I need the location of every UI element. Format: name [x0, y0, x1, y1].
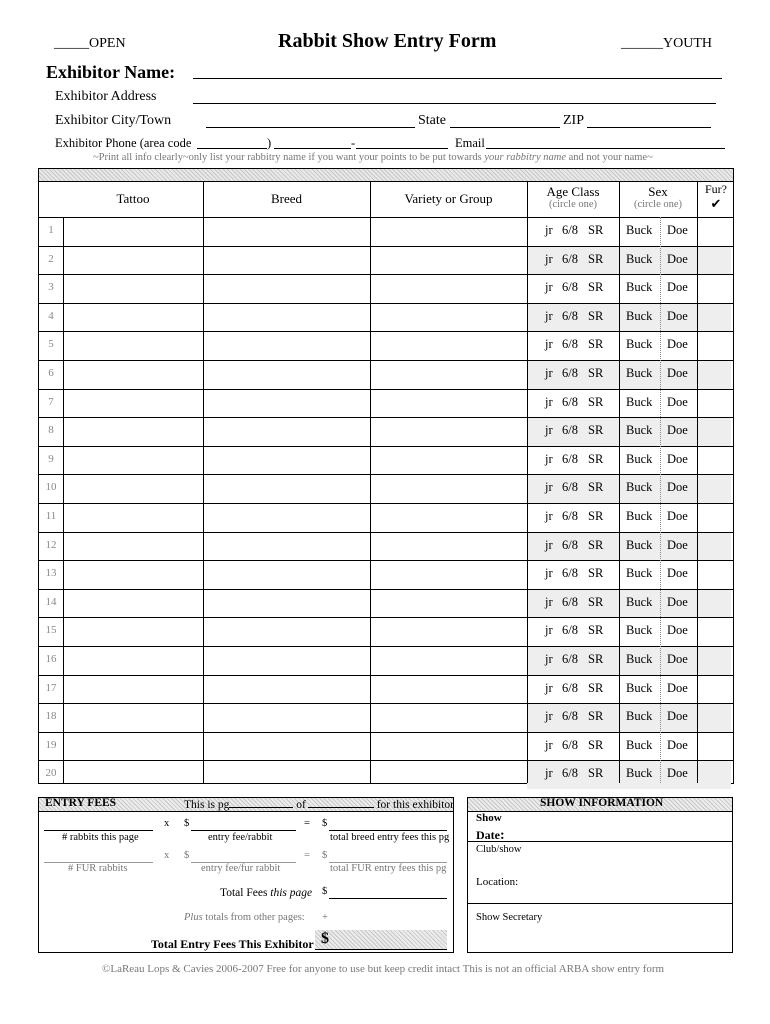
sex-option[interactable]: Doe [667, 480, 688, 495]
column-divider [527, 181, 528, 783]
age-class-option[interactable]: SR [588, 709, 604, 724]
age-class-option[interactable]: jr [545, 366, 553, 380]
row-number: 10 [45, 481, 57, 494]
column-divider [619, 181, 620, 783]
age-class-option[interactable]: SR [588, 537, 604, 552]
sex-option[interactable]: Buck [626, 366, 653, 380]
age-class-option[interactable]: 6/8 [562, 623, 578, 638]
fur-cell[interactable] [697, 503, 733, 532]
sex-option[interactable]: Doe [667, 337, 688, 352]
age-class-option[interactable]: 6/8 [562, 223, 578, 237]
entry-fee-field[interactable] [191, 820, 296, 831]
header-age-hint: (circle one) [548, 199, 598, 210]
tattoo-cell[interactable] [63, 703, 203, 732]
sex-divider [660, 217, 661, 783]
breed-cell[interactable] [203, 732, 370, 761]
variety-cell[interactable] [370, 589, 527, 618]
age-class-option[interactable]: 6/8 [562, 594, 578, 609]
sex-option[interactable]: Doe [667, 623, 688, 638]
entry-fees-title: ENTRY FEES [45, 797, 117, 809]
exhibitor-name-label: Exhibitor Name: [46, 62, 176, 82]
page-number-field[interactable] [229, 797, 293, 808]
sex-option[interactable]: Doe [667, 451, 688, 466]
age-class-option[interactable]: 6/8 [562, 394, 578, 409]
breed-cell[interactable] [203, 389, 370, 418]
sex-option[interactable]: Buck [626, 652, 653, 666]
age-class-option[interactable]: 6/8 [562, 366, 578, 380]
sex-option[interactable]: Buck [626, 223, 653, 237]
sex-option[interactable]: Doe [667, 566, 688, 581]
date-label [476, 828, 505, 844]
fur-rabbits-label: # FUR rabbits [68, 863, 128, 874]
sex-option[interactable]: Buck [626, 566, 653, 581]
age-class-option[interactable]: 6/8 [562, 766, 578, 781]
header-age-class: Age Class [546, 184, 600, 199]
variety-cell[interactable] [370, 760, 527, 789]
sex-option[interactable]: Buck [626, 766, 653, 781]
age-class-option[interactable]: jr [545, 423, 553, 438]
sex-option[interactable]: Doe [667, 709, 688, 724]
sex-option[interactable]: Buck [626, 680, 653, 695]
breed-cell[interactable] [203, 417, 370, 446]
row-number: 5 [48, 338, 54, 351]
dollar-sign-5: $ [322, 886, 328, 897]
age-class-option[interactable]: jr [545, 480, 553, 495]
header-fur: Fur? [705, 182, 727, 196]
fur-cell[interactable] [697, 675, 733, 704]
dollar-sign-2: $ [322, 818, 328, 829]
row-number: 18 [45, 710, 57, 723]
dollar-sign: $ [184, 818, 190, 829]
age-class-option[interactable]: jr [545, 566, 553, 581]
state-field[interactable] [450, 112, 560, 128]
fur-cell[interactable] [697, 217, 733, 246]
instructions-note [93, 152, 653, 163]
age-class-option[interactable]: SR [588, 280, 604, 295]
age-class-option[interactable]: SR [588, 623, 604, 638]
other-pages-label [184, 912, 305, 923]
row-number: 11 [45, 510, 57, 522]
sex-option[interactable]: Doe [667, 680, 688, 695]
variety-cell[interactable] [370, 703, 527, 732]
age-class-option[interactable]: 6/8 [562, 308, 578, 323]
age-class-option[interactable]: 6/8 [562, 680, 578, 695]
of-label: of [296, 799, 306, 811]
fur-cell[interactable] [697, 560, 733, 589]
fur-cell[interactable] [697, 417, 733, 446]
sex-option[interactable]: Doe [667, 366, 688, 380]
fur-cell[interactable] [697, 474, 733, 503]
total-fees-italic: this page [270, 887, 313, 899]
show-divider-2 [468, 903, 732, 904]
show-info-title: SHOW INFORMATION [540, 797, 664, 809]
tattoo-cell[interactable] [63, 417, 203, 446]
zip-field[interactable] [587, 112, 711, 128]
age-class-option[interactable]: jr [545, 308, 553, 323]
note-italic: your rabbitry name [484, 152, 567, 163]
row-number: 13 [45, 567, 57, 580]
age-class-option[interactable]: 6/8 [562, 480, 578, 495]
age-class-option[interactable]: jr [545, 537, 553, 552]
age-class-option[interactable]: SR [588, 423, 604, 438]
fur-fee-field[interactable] [191, 852, 296, 863]
fur-cell[interactable] [697, 760, 733, 789]
age-class-option[interactable]: 6/8 [562, 566, 578, 581]
variety-cell[interactable] [370, 274, 527, 303]
age-class-option[interactable]: SR [588, 680, 604, 695]
open-blank: _____ [54, 36, 89, 51]
tattoo-cell[interactable] [63, 532, 203, 561]
row-number: 12 [45, 538, 57, 551]
sex-option[interactable]: Buck [626, 394, 653, 409]
age-class-option[interactable]: 6/8 [562, 537, 578, 552]
age-class-option[interactable]: SR [588, 594, 604, 609]
exhibitor-address-label: Exhibitor Address [55, 89, 157, 104]
row-number: 6 [48, 367, 54, 379]
sex-option[interactable]: Buck [626, 251, 653, 266]
header-variety: Variety or Group [404, 191, 493, 206]
sex-option[interactable]: Doe [667, 766, 688, 781]
row-number: 4 [48, 309, 54, 322]
breed-cell[interactable] [203, 760, 370, 789]
show-divider-1 [468, 841, 732, 842]
fur-cell[interactable] [697, 389, 733, 418]
phone-prefix-field[interactable] [274, 136, 351, 149]
variety-cell[interactable] [370, 617, 527, 646]
fur-cell[interactable] [697, 246, 733, 275]
age-class-option[interactable]: SR [588, 737, 604, 752]
variety-cell[interactable] [370, 217, 527, 246]
tattoo-cell[interactable] [63, 589, 203, 618]
variety-cell[interactable] [370, 532, 527, 561]
variety-cell[interactable] [370, 360, 527, 389]
rabbits-count-field[interactable] [44, 820, 153, 831]
fur-cell[interactable] [697, 532, 733, 561]
breed-cell[interactable] [203, 532, 370, 561]
row-number: 15 [45, 624, 57, 637]
sex-option[interactable]: Buck [626, 423, 653, 438]
age-class-option[interactable]: SR [588, 509, 604, 523]
total-entry-label: Total Entry Fees This Exhibitor [151, 937, 314, 951]
age-class-option[interactable]: SR [588, 652, 604, 666]
age-class-option[interactable]: jr [545, 223, 553, 237]
breed-cell[interactable] [203, 474, 370, 503]
age-class-option[interactable]: jr [545, 737, 553, 752]
header-breed: Breed [270, 191, 303, 206]
youth-option[interactable] [621, 36, 712, 52]
header-sex-hint: (circle one) [633, 199, 683, 210]
variety-cell[interactable] [370, 389, 527, 418]
age-class-option[interactable]: SR [588, 308, 604, 323]
sex-option[interactable]: Buck [626, 451, 653, 466]
row-number: 7 [48, 395, 54, 408]
age-class-option[interactable]: jr [545, 594, 553, 609]
age-class-option[interactable]: SR [588, 766, 604, 781]
exhibitor-address-field[interactable] [193, 88, 716, 104]
fur-cell[interactable] [697, 732, 733, 761]
row-number: 17 [45, 681, 57, 694]
location-label: Location: [476, 876, 519, 888]
variety-cell[interactable] [370, 246, 527, 275]
sex-option[interactable]: Buck [626, 337, 653, 352]
variety-cell[interactable] [370, 503, 527, 532]
sex-option[interactable]: Doe [667, 423, 688, 438]
variety-cell[interactable] [370, 331, 527, 360]
age-class-option[interactable]: SR [588, 566, 604, 581]
entry-table [38, 168, 734, 784]
age-class-option[interactable]: 6/8 [562, 251, 578, 266]
open-label: OPEN [89, 36, 126, 51]
variety-cell[interactable] [370, 417, 527, 446]
tattoo-cell[interactable] [63, 217, 203, 246]
entry-fee-fur-label: entry fee/fur rabbit [201, 863, 281, 874]
email-label: Email [455, 136, 485, 150]
variety-cell[interactable] [370, 732, 527, 761]
age-class-option[interactable]: jr [545, 623, 553, 638]
row-number: 8 [48, 424, 54, 437]
total-fees-field[interactable] [329, 888, 447, 899]
row-number: 19 [45, 738, 57, 751]
footer-copyright: ©LaReau Lops & Cavies 2006-2007 Free for anyone to use but keep credit intact This is not an official ARBA show entry form [102, 963, 665, 975]
fur-cell[interactable] [697, 703, 733, 732]
tattoo-cell[interactable] [63, 274, 203, 303]
breed-total-field[interactable] [329, 820, 447, 831]
sex-option[interactable]: Buck [626, 480, 653, 495]
sex-option[interactable]: Buck [626, 594, 653, 609]
fur-cell[interactable] [697, 446, 733, 475]
breed-cell[interactable] [203, 675, 370, 704]
sex-option[interactable]: Buck [626, 308, 653, 323]
row-number: 1 [48, 224, 54, 236]
breed-cell[interactable] [203, 217, 370, 246]
tattoo-cell[interactable] [63, 446, 203, 475]
row-number: 14 [45, 595, 57, 608]
variety-cell[interactable] [370, 646, 527, 675]
note-post: and not your name~ [566, 152, 653, 163]
sex-option[interactable]: Doe [667, 737, 688, 752]
sex-option[interactable]: Doe [667, 223, 688, 237]
table-top-band [39, 169, 733, 182]
email-field[interactable] [486, 136, 725, 149]
note-pre: ~Print all info clearly~only list your rabbitry name if you want your points to be put towards [93, 152, 485, 163]
tattoo-cell[interactable] [63, 560, 203, 589]
club-show-label: Club/show [476, 844, 522, 855]
sex-option[interactable]: Doe [667, 509, 688, 523]
age-class-option[interactable]: SR [588, 223, 604, 237]
tattoo-cell[interactable] [63, 675, 203, 704]
equals-sign: = [304, 818, 310, 829]
equals-sign-2: = [304, 850, 310, 861]
open-option[interactable] [54, 36, 126, 52]
age-class-option[interactable]: SR [588, 337, 604, 352]
dollar-sign-3: $ [184, 850, 190, 861]
tattoo-cell[interactable] [63, 760, 203, 789]
grand-total-field[interactable] [315, 930, 447, 950]
sex-option[interactable]: Doe [667, 280, 688, 295]
age-class-option[interactable]: SR [588, 394, 604, 409]
breed-cell[interactable] [203, 303, 370, 332]
variety-cell[interactable] [370, 560, 527, 589]
breed-cell[interactable] [203, 646, 370, 675]
age-class-option[interactable]: SR [588, 366, 604, 380]
tattoo-cell[interactable] [63, 331, 203, 360]
breed-cell[interactable] [203, 560, 370, 589]
dollar-sign-4: $ [322, 850, 328, 861]
age-class-option[interactable]: 6/8 [562, 509, 578, 523]
plus-sign: + [322, 912, 328, 923]
exhibitor-city-label: Exhibitor City/Town [55, 113, 172, 128]
tattoo-cell[interactable] [63, 389, 203, 418]
fur-cell[interactable] [697, 303, 733, 332]
age-class-option[interactable]: jr [545, 709, 553, 724]
sex-option[interactable]: Buck [626, 537, 653, 552]
date-text: Date [476, 828, 500, 842]
age-class-option[interactable]: 6/8 [562, 709, 578, 724]
age-class-option[interactable]: jr [545, 652, 553, 666]
age-class-option[interactable]: 6/8 [562, 337, 578, 352]
age-class-option[interactable]: jr [545, 394, 553, 409]
breed-cell[interactable] [203, 360, 370, 389]
sex-option[interactable]: Buck [626, 623, 653, 638]
sex-option[interactable]: Doe [667, 537, 688, 552]
sex-option[interactable]: Buck [626, 509, 653, 523]
x-sign-2: x [164, 850, 170, 861]
age-class-option[interactable]: jr [545, 280, 553, 295]
tattoo-cell[interactable] [63, 246, 203, 275]
phone-line-field[interactable] [356, 136, 448, 149]
row-number: 20 [45, 767, 57, 780]
fur-cell[interactable] [697, 617, 733, 646]
totals-other-text: totals from other pages: [202, 912, 305, 923]
age-class-option[interactable]: 6/8 [562, 737, 578, 752]
age-class-option[interactable]: 6/8 [562, 451, 578, 466]
breed-cell[interactable] [203, 331, 370, 360]
phone-label: Exhibitor Phone (area code [55, 136, 192, 150]
big-dollar-sign: $ [321, 930, 329, 947]
age-class-option[interactable]: SR [588, 480, 604, 495]
row-number: 2 [48, 252, 54, 265]
show-info-box [467, 797, 733, 953]
exhibitor-city-field[interactable] [206, 112, 415, 128]
total-breed-label: total breed entry fees this pg [330, 832, 450, 843]
variety-cell[interactable] [370, 474, 527, 503]
column-divider [63, 217, 64, 783]
total-fees-text: Total Fees [220, 887, 271, 899]
column-divider [697, 181, 698, 783]
sex-option[interactable]: Buck [626, 709, 653, 724]
breed-cell[interactable] [203, 617, 370, 646]
fur-check-icon: ✔ [710, 196, 722, 211]
fur-count-field[interactable] [44, 852, 153, 863]
exhibitor-name-field[interactable] [193, 62, 722, 79]
youth-blank: ______ [621, 36, 663, 51]
breed-cell[interactable] [203, 703, 370, 732]
age-class-option[interactable]: jr [545, 509, 553, 523]
age-class-option[interactable]: jr [545, 680, 553, 695]
breed-cell[interactable] [203, 274, 370, 303]
column-divider [370, 181, 371, 783]
age-class-option[interactable]: SR [588, 451, 604, 466]
row-number: 9 [48, 452, 54, 465]
age-class-option[interactable]: jr [545, 451, 553, 466]
fur-cell[interactable] [697, 360, 733, 389]
page-total-field[interactable] [308, 797, 374, 808]
tattoo-cell[interactable] [63, 732, 203, 761]
variety-cell[interactable] [370, 303, 527, 332]
phone-close-paren: ) [267, 136, 272, 150]
age-class-option[interactable]: SR [588, 251, 604, 266]
this-is-pg: This is pg [184, 799, 230, 811]
sex-option[interactable]: Doe [667, 308, 688, 323]
rabbits-this-page-label: # rabbits this page [62, 832, 139, 843]
age-class-option[interactable]: jr [545, 251, 553, 266]
age-class-option[interactable]: jr [545, 766, 553, 781]
age-class-option[interactable]: 6/8 [562, 423, 578, 438]
column-divider [203, 181, 204, 783]
fur-cell[interactable] [697, 331, 733, 360]
sex-option[interactable]: Doe [667, 652, 688, 666]
tattoo-cell[interactable] [63, 503, 203, 532]
row-number: 16 [45, 653, 57, 665]
sex-option[interactable]: Doe [667, 394, 688, 409]
sex-option[interactable]: Doe [667, 594, 688, 609]
breed-cell[interactable] [203, 446, 370, 475]
age-class-option[interactable]: jr [545, 337, 553, 352]
sex-option[interactable]: Buck [626, 280, 653, 295]
x-sign: x [164, 818, 170, 829]
state-label: State [418, 113, 446, 128]
page-count [184, 797, 454, 811]
tattoo-cell[interactable] [63, 646, 203, 675]
variety-cell[interactable] [370, 446, 527, 475]
fur-total-field[interactable] [329, 852, 447, 863]
date-colon: : [500, 828, 505, 843]
fur-cell[interactable] [697, 589, 733, 618]
youth-label: YOUTH [663, 36, 712, 51]
header-sex: Sex [648, 184, 668, 199]
phone-area-field[interactable] [197, 136, 267, 149]
entry-fee-rabbit-label: entry fee/rabbit [208, 832, 273, 843]
tattoo-cell[interactable] [63, 303, 203, 332]
tattoo-cell[interactable] [63, 360, 203, 389]
breed-cell[interactable] [203, 589, 370, 618]
breed-cell[interactable] [203, 503, 370, 532]
age-class-option[interactable]: 6/8 [562, 652, 578, 666]
header-tattoo: Tattoo [116, 191, 150, 206]
tattoo-cell[interactable] [63, 474, 203, 503]
plus-word: Plus [184, 912, 203, 923]
show-label: Show [476, 812, 502, 824]
age-class-option[interactable]: 6/8 [562, 280, 578, 295]
fur-cell[interactable] [697, 646, 733, 675]
sex-option[interactable]: Doe [667, 251, 688, 266]
breed-cell[interactable] [203, 246, 370, 275]
phone-dash: - [351, 136, 356, 150]
row-number: 3 [48, 281, 54, 294]
show-secretary-label: Show Secretary [476, 912, 543, 923]
for-exhibitor: for this exhibitor [376, 799, 455, 811]
page-title: Rabbit Show Entry Form [278, 30, 497, 52]
sex-option[interactable]: Buck [626, 737, 653, 752]
fur-cell[interactable] [697, 274, 733, 303]
total-fees-label [220, 887, 312, 899]
variety-cell[interactable] [370, 675, 527, 704]
zip-label: ZIP [563, 113, 584, 128]
tattoo-cell[interactable] [63, 617, 203, 646]
total-fur-label: total FUR entry fees this pg [330, 863, 447, 874]
